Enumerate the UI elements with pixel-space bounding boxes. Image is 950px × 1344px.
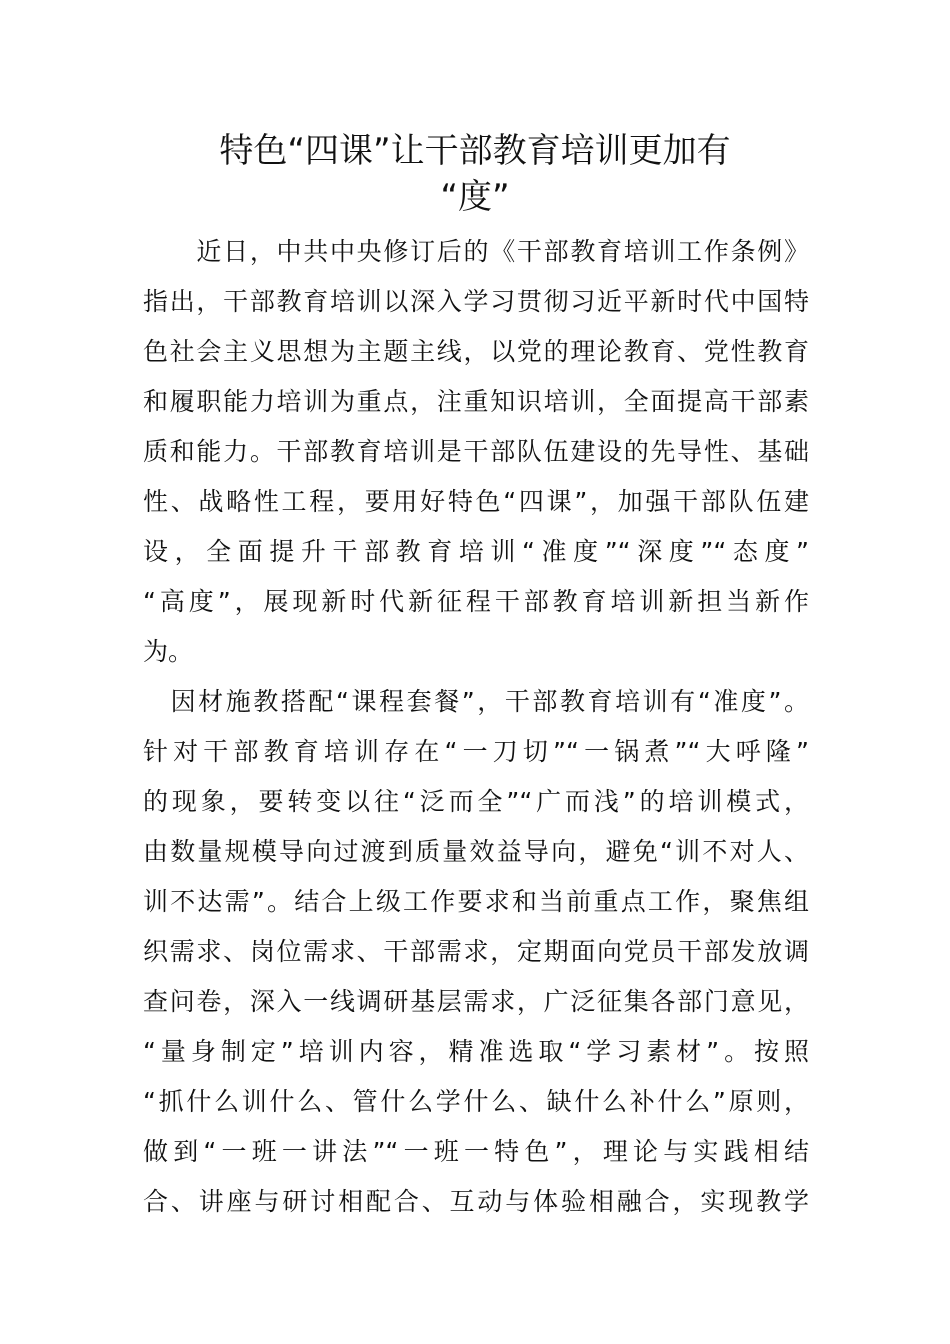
body-line: “抓什么训什么、管什么学什么、缺什么补什么”原则，	[143, 1087, 809, 1116]
document-body	[143, 227, 809, 1227]
body-line: 设，全面提升干部教育培训“准度”“深度”“态度”	[143, 537, 809, 566]
body-line: 质和能力。干部教育培训是干部队伍建设的先导性、基础	[143, 437, 809, 466]
body-line: 合、讲座与研讨相配合、互动与体验相融合，实现教学	[143, 1187, 809, 1216]
body-line: 色社会主义思想为主题主线，以党的理论教育、党性教育	[143, 337, 809, 366]
body-line: 做到“一班一讲法”“一班一特色”，理论与实践相结	[143, 1137, 809, 1166]
body-line: 和履职能力培训为重点，注重知识培训，全面提高干部素	[143, 387, 809, 416]
body-line: 针对干部教育培训存在“一刀切”“一锅煮”“大呼隆”	[143, 737, 809, 766]
body-line: 性、战略性工程，要用好特色“四课”，加强干部队伍建	[143, 487, 809, 516]
body-line: 因材施教搭配“课程套餐”，干部教育培训有“准度”。	[143, 687, 809, 716]
body-line: 的现象，要转变以往“泛而全”“广而浅”的培训模式，	[143, 787, 809, 816]
body-line: “量身制定”培训内容，精准选取“学习素材”。按照	[143, 1037, 809, 1066]
body-line: “高度”，展现新时代新征程干部教育培训新担当新作	[143, 587, 809, 616]
body-line: 织需求、岗位需求、干部需求，定期面向党员干部发放调	[143, 937, 809, 966]
body-line: 近日，中共中央修订后的《干部教育培训工作条例》	[143, 237, 809, 266]
body-line: 指出，干部教育培训以深入学习贯彻习近平新时代中国特	[143, 287, 809, 316]
document-title	[140, 128, 810, 220]
title-line: 特色“四课”让干部教育培训更加有	[219, 131, 731, 171]
body-line: 训不达需”。结合上级工作要求和当前重点工作，聚焦组	[143, 887, 809, 916]
body-line: 由数量规模导向过渡到质量效益导向，避免“训不对人、	[143, 837, 809, 866]
title-line: “度”	[440, 177, 510, 217]
body-line: 为。	[143, 637, 194, 666]
body-line: 查问卷，深入一线调研基层需求，广泛征集各部门意见，	[143, 987, 809, 1016]
